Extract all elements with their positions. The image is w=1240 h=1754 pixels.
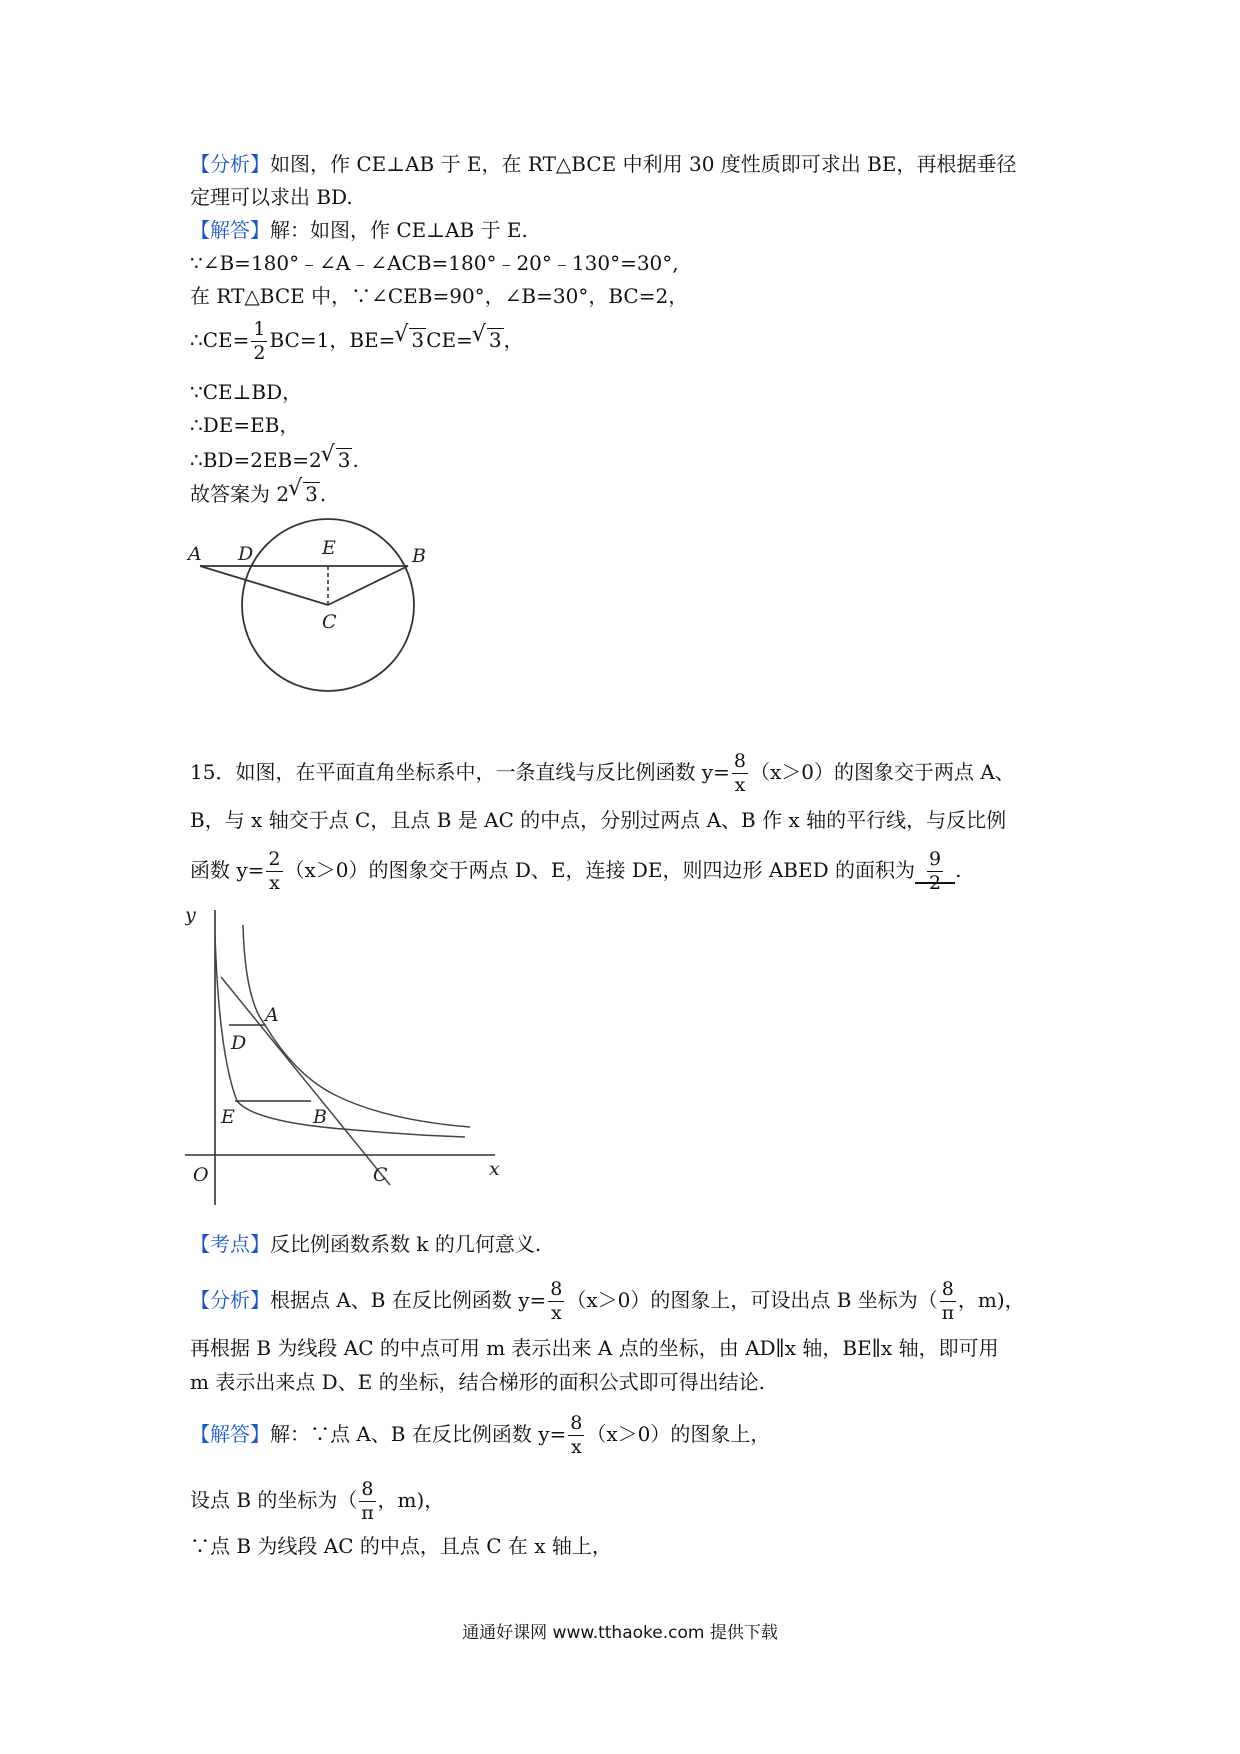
segment-ac [200, 566, 328, 605]
frac-den: 2 [253, 342, 266, 364]
frac-num: 1 [253, 318, 266, 340]
label-a: A [188, 543, 202, 565]
fraction [732, 752, 748, 795]
fraction [568, 1414, 584, 1457]
fenxi-line-2: 再根据 B 为线段 AC 的中点可用 m 表示出来 A 点的坐标，由 AD∥x 轴，BE∥x 轴，即可用 [190, 1336, 999, 1360]
sqrt: √ 3 [487, 328, 504, 351]
frac-num: 8 [733, 750, 746, 772]
frac-num: 8 [570, 1412, 583, 1434]
answer-line-8 [190, 480, 326, 508]
text-seg: BC=1，BE= [269, 328, 396, 352]
q15-line-3 [190, 850, 961, 893]
answer-blank [915, 848, 955, 894]
fraction [940, 1280, 956, 1323]
text-seg: ，m)， [957, 1288, 1025, 1312]
analysis-tag: 【分析】 [190, 152, 270, 176]
answer-line-1 [190, 216, 528, 244]
coordinate-figure [185, 905, 515, 1210]
text-seg: CE= [426, 328, 473, 352]
line-ac [221, 977, 390, 1185]
frac-num: 8 [361, 1478, 374, 1500]
label-e: E [322, 537, 336, 559]
text-seg: ∴BD=2EB=2 [190, 448, 322, 472]
analysis-text-1: 如图，作 CE⊥AB 于 E，在 RT△BCE 中利用 30 度性质即可求出 BE，再根据垂径 [270, 152, 1017, 176]
answer-fraction [927, 850, 943, 893]
text-seg: ，m)， [377, 1488, 445, 1512]
analysis-line-2: 定理可以求出 BD. [190, 185, 353, 209]
frac-den: π [361, 1502, 374, 1524]
fenxi-line-3: m 表示出来点 D、E 的坐标，结合梯形的面积公式即可得出结论. [190, 1370, 766, 1394]
text-seg: 根据点 A、B 在反比例函数 y= [270, 1288, 547, 1312]
label-e: E [221, 1106, 235, 1128]
answer-line-6: ∴DE=EB， [190, 413, 300, 437]
circle-figure [180, 510, 440, 700]
fenxi-line-1 [190, 1280, 1025, 1323]
label-y: y [185, 905, 196, 926]
text-seg: 故答案为 2 [190, 482, 290, 506]
label-d: D [231, 1032, 247, 1054]
jieda-line-3: ∵点 B 为线段 AC 的中点，且点 C 在 x 轴上， [190, 1534, 612, 1558]
frac-den: x [550, 1302, 562, 1324]
text-seg: 15．如图，在平面直角坐标系中，一条直线与反比例函数 y= [190, 760, 730, 784]
answer-line-2: ∵∠B=180°﹣∠A﹣∠ACB=180°﹣20°﹣130°=30°, [190, 251, 679, 275]
frac-num: 9 [929, 848, 942, 870]
text-seg: . [319, 482, 327, 506]
text-seg: 设点 B 的坐标为（ [190, 1488, 358, 1512]
label-a: A [265, 1004, 279, 1026]
footer: 通通好课网 www.tthaoke.com 提供下载 [462, 1623, 778, 1643]
answer-tag: 【解答】 [190, 218, 270, 242]
frac-num: 2 [268, 848, 281, 870]
label-x: x [489, 1158, 500, 1180]
text-seg: （x＞0）的图象交于两点 D、E，连接 DE，则四边形 ABED 的面积为 [284, 858, 915, 882]
curve-y-8-over-x [243, 925, 470, 1127]
sqrt: √ 3 [336, 448, 353, 471]
q15-line-2: B，与 x 轴交于点 C，且点 B 是 AC 的中点，分别过两点 A、B 作 x 轴的平行线，与反比例 [190, 808, 1007, 832]
kaodian-line [190, 1230, 541, 1258]
text-seg: 解：∵点 A、B 在反比例函数 y= [270, 1422, 567, 1446]
label-c: C [373, 1164, 388, 1186]
answer-line-3: 在 RT△BCE 中，∵∠CEB=90°，∠B=30°，BC=2， [190, 284, 689, 308]
segment-cb [328, 566, 408, 605]
jieda-line-2 [190, 1480, 444, 1523]
label-b: B [313, 1106, 327, 1128]
text-seg: . [352, 448, 359, 472]
label-d: D [238, 543, 254, 565]
frac-num: 8 [941, 1278, 954, 1300]
jieda-line-1 [190, 1414, 770, 1457]
answer-line-4 [190, 320, 524, 363]
label-b: B [412, 545, 426, 567]
label-c: C [322, 611, 337, 633]
frac-den: x [734, 774, 746, 796]
frac-den: x [570, 1436, 582, 1458]
kaodian-text: 反比例函数系数 k 的几何意义. [270, 1232, 542, 1256]
sqrt: √ 3 [409, 328, 426, 351]
frac-den: x [269, 872, 280, 894]
q15-line-1 [190, 752, 1015, 795]
answer-line-7 [190, 446, 359, 474]
fraction [266, 850, 282, 893]
text-seg: . [955, 858, 962, 882]
frac-den: π [941, 1302, 955, 1324]
text-seg: （x＞0）的图象交于两点 A、 [749, 760, 1015, 784]
answer-text-1: 解：如图，作 CE⊥AB 于 E. [270, 218, 528, 242]
text-seg: （x＞0）的图象上， [586, 1422, 771, 1446]
label-o: O [193, 1164, 209, 1186]
fenxi-tag: 【分析】 [190, 1288, 270, 1312]
analysis-line-1 [190, 150, 1016, 178]
fraction [251, 320, 267, 363]
frac-den: 2 [929, 872, 942, 894]
jieda-tag: 【解答】 [190, 1422, 270, 1446]
frac-num: 8 [550, 1278, 563, 1300]
curve-y-2-over-x [215, 935, 465, 1137]
fraction [359, 1480, 375, 1523]
text-seg: ， [503, 328, 524, 352]
text-seg: （x＞0）的图象上，可设出点 B 坐标为（ [566, 1288, 938, 1312]
text-seg: ∴CE= [190, 328, 250, 352]
answer-line-5: ∵CE⊥BD， [190, 380, 303, 404]
fraction [548, 1280, 564, 1323]
sqrt: √ 3 [303, 482, 320, 505]
kaodian-tag: 【考点】 [190, 1232, 270, 1256]
text-seg: 函数 y= [190, 858, 265, 882]
